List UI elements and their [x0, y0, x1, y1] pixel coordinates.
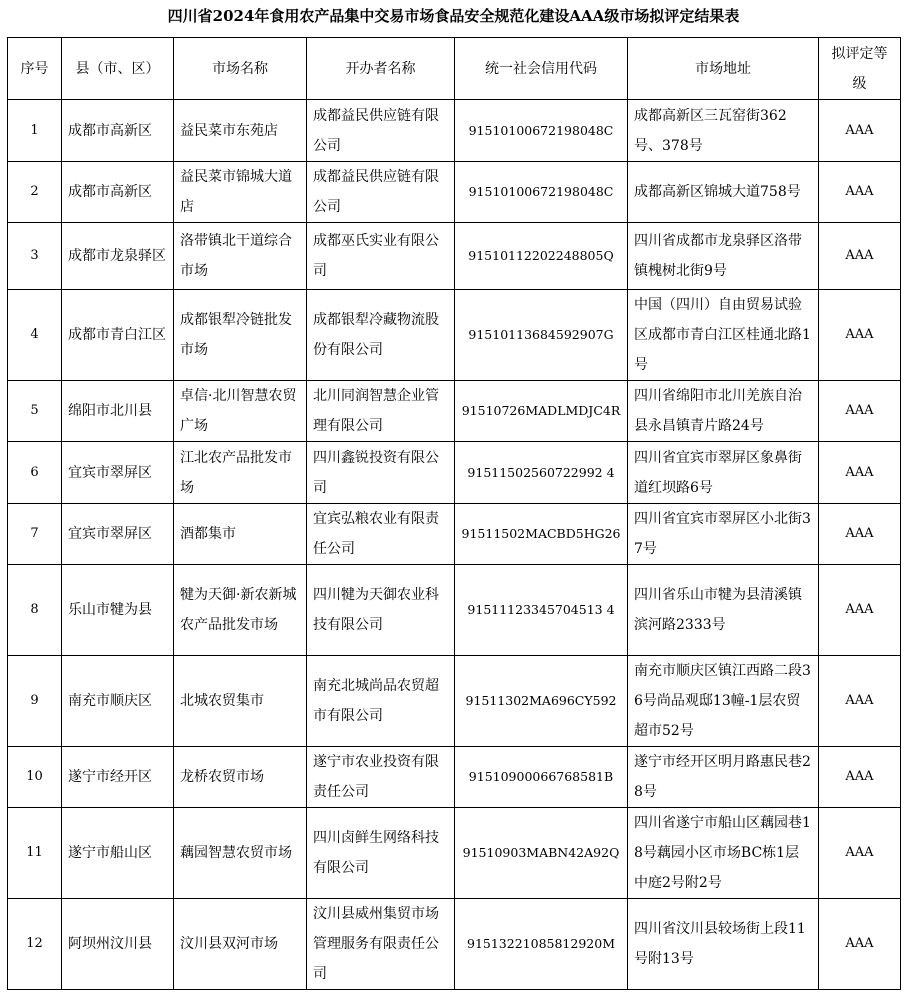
cell-operator: 遂宁市农业投资有限责任公司	[307, 747, 455, 808]
table-row	[8, 162, 901, 223]
cell-operator: 四川卤鲜生网络科技有限公司	[307, 808, 455, 899]
table-row	[8, 223, 901, 290]
cell-operator: 成都益民供应链有限公司	[307, 100, 455, 162]
cell-code: 91513221085812920M	[455, 899, 628, 990]
cell-county: 绵阳市北川县	[62, 381, 174, 442]
cell-operator: 四川鑫锐投资有限公司	[307, 442, 455, 504]
cell-code: 91511123345704513 4	[455, 565, 628, 656]
cell-code: 91510900066768581B	[455, 747, 628, 808]
cell-county: 遂宁市经开区	[62, 747, 174, 808]
cell-level: AAA	[819, 504, 901, 565]
cell-market: 龙桥农贸市场	[174, 747, 307, 808]
header-address: 市场地址	[628, 38, 819, 100]
cell-no: 4	[8, 290, 62, 381]
cell-market: 汶川县双河市场	[174, 899, 307, 990]
cell-code: 91510100672198048C	[455, 100, 628, 162]
cell-county: 宜宾市翠屏区	[62, 504, 174, 565]
page-title: 四川省2024年食用农产品集中交易市场食品安全规范化建设AAA级市场拟评定结果表	[167, 7, 740, 25]
table-row	[8, 381, 901, 442]
cell-market: 北城农贸集市	[174, 656, 307, 747]
cell-address: 四川省绵阳市北川羌族自治县永昌镇青片路24号	[628, 381, 819, 442]
cell-county: 成都市高新区	[62, 100, 174, 162]
cell-address: 南充市顺庆区镇江西路二段36号尚品观邸13幢-1层农贸超市52号	[628, 656, 819, 747]
cell-market: 益民菜市东苑店	[174, 100, 307, 162]
cell-market: 成都银犁冷链批发市场	[174, 290, 307, 381]
cell-address: 四川省成都市龙泉驿区洛带镇槐树北街9号	[628, 223, 819, 290]
cell-no: 5	[8, 381, 62, 442]
cell-county: 南充市顺庆区	[62, 656, 174, 747]
cell-no: 11	[8, 808, 62, 899]
cell-address: 四川省乐山市犍为县清溪镇滨河路2333号	[628, 565, 819, 656]
cell-county: 宜宾市翠屏区	[62, 442, 174, 504]
cell-market: 藕园智慧农贸市场	[174, 808, 307, 899]
cell-no: 9	[8, 656, 62, 747]
header-row	[8, 38, 901, 100]
cell-county: 成都市龙泉驿区	[62, 223, 174, 290]
cell-level: AAA	[819, 808, 901, 899]
cell-level: AAA	[819, 162, 901, 223]
cell-no: 12	[8, 899, 62, 990]
cell-operator: 四川犍为天御农业科技有限公司	[307, 565, 455, 656]
table-row	[8, 100, 901, 162]
table-row	[8, 808, 901, 899]
cell-level: AAA	[819, 442, 901, 504]
cell-level: AAA	[819, 656, 901, 747]
cell-county: 成都市青白江区	[62, 290, 174, 381]
cell-market: 洛带镇北干道综合市场	[174, 223, 307, 290]
cell-county: 成都市高新区	[62, 162, 174, 223]
cell-operator: 南充北城尚品农贸超市有限公司	[307, 656, 455, 747]
cell-market: 江北农产品批发市场	[174, 442, 307, 504]
cell-level: AAA	[819, 565, 901, 656]
cell-code: 91510113684592907G	[455, 290, 628, 381]
cell-market: 卓信·北川智慧农贸广场	[174, 381, 307, 442]
cell-county: 乐山市犍为县	[62, 565, 174, 656]
cell-address: 遂宁市经开区明月路惠民巷28号	[628, 747, 819, 808]
cell-operator: 宜宾弘粮农业有限责任公司	[307, 504, 455, 565]
cell-operator: 成都银犁冷藏物流股份有限公司	[307, 290, 455, 381]
header-operator: 开办者名称	[307, 38, 455, 100]
table-row	[8, 747, 901, 808]
cell-operator: 成都巫氏实业有限公司	[307, 223, 455, 290]
cell-no: 10	[8, 747, 62, 808]
cell-operator: 汶川县威州集贸市场管理服务有限责任公司	[307, 899, 455, 990]
cell-level: AAA	[819, 223, 901, 290]
cell-code: 91510903MABN42A92Q	[455, 808, 628, 899]
cell-code: 91510100672198048C	[455, 162, 628, 223]
cell-code: 91510112202248805Q	[455, 223, 628, 290]
cell-code: 91511302MA696CY592	[455, 656, 628, 747]
market-table	[7, 37, 901, 990]
cell-level: AAA	[819, 381, 901, 442]
cell-no: 3	[8, 223, 62, 290]
header-code: 统一社会信用代码	[455, 38, 628, 100]
cell-address: 四川省宜宾市翠屏区象鼻街道红坝路6号	[628, 442, 819, 504]
cell-address: 中国（四川）自由贸易试验区成都市青白江区桂通北路1号	[628, 290, 819, 381]
table-row	[8, 442, 901, 504]
cell-address: 成都高新区锦城大道758号	[628, 162, 819, 223]
cell-level: AAA	[819, 290, 901, 381]
cell-address: 成都高新区三瓦窑街362号、378号	[628, 100, 819, 162]
cell-address: 四川省汶川县较场街上段11号附13号	[628, 899, 819, 990]
cell-no: 8	[8, 565, 62, 656]
table-row	[8, 565, 901, 656]
header-market: 市场名称	[174, 38, 307, 100]
header-no: 序号	[8, 38, 62, 100]
cell-level: AAA	[819, 899, 901, 990]
table-row	[8, 290, 901, 381]
header-level: 拟评定等级	[819, 38, 901, 100]
cell-market: 益民菜市锦城大道店	[174, 162, 307, 223]
header-county: 县（市、区）	[62, 38, 174, 100]
cell-level: AAA	[819, 100, 901, 162]
cell-code: 91511502560722992 4	[455, 442, 628, 504]
cell-county: 阿坝州汶川县	[62, 899, 174, 990]
table-row	[8, 504, 901, 565]
cell-operator: 北川同润智慧企业管理有限公司	[307, 381, 455, 442]
cell-no: 2	[8, 162, 62, 223]
cell-code: 91511502MACBD5HG26	[455, 504, 628, 565]
cell-code: 91510726MADLMDJC4R	[455, 381, 628, 442]
cell-county: 遂宁市船山区	[62, 808, 174, 899]
cell-market: 犍为天御·新农新城农产品批发市场	[174, 565, 307, 656]
cell-address: 四川省遂宁市船山区藕园巷18号藕园小区市场BC栋1层中庭2号附2号	[628, 808, 819, 899]
cell-operator: 成都益民供应链有限公司	[307, 162, 455, 223]
cell-no: 1	[8, 100, 62, 162]
cell-no: 7	[8, 504, 62, 565]
table-row	[8, 899, 901, 990]
table-row	[8, 656, 901, 747]
cell-market: 酒都集市	[174, 504, 307, 565]
cell-level: AAA	[819, 747, 901, 808]
cell-address: 四川省宜宾市翠屏区小北街37号	[628, 504, 819, 565]
cell-no: 6	[8, 442, 62, 504]
